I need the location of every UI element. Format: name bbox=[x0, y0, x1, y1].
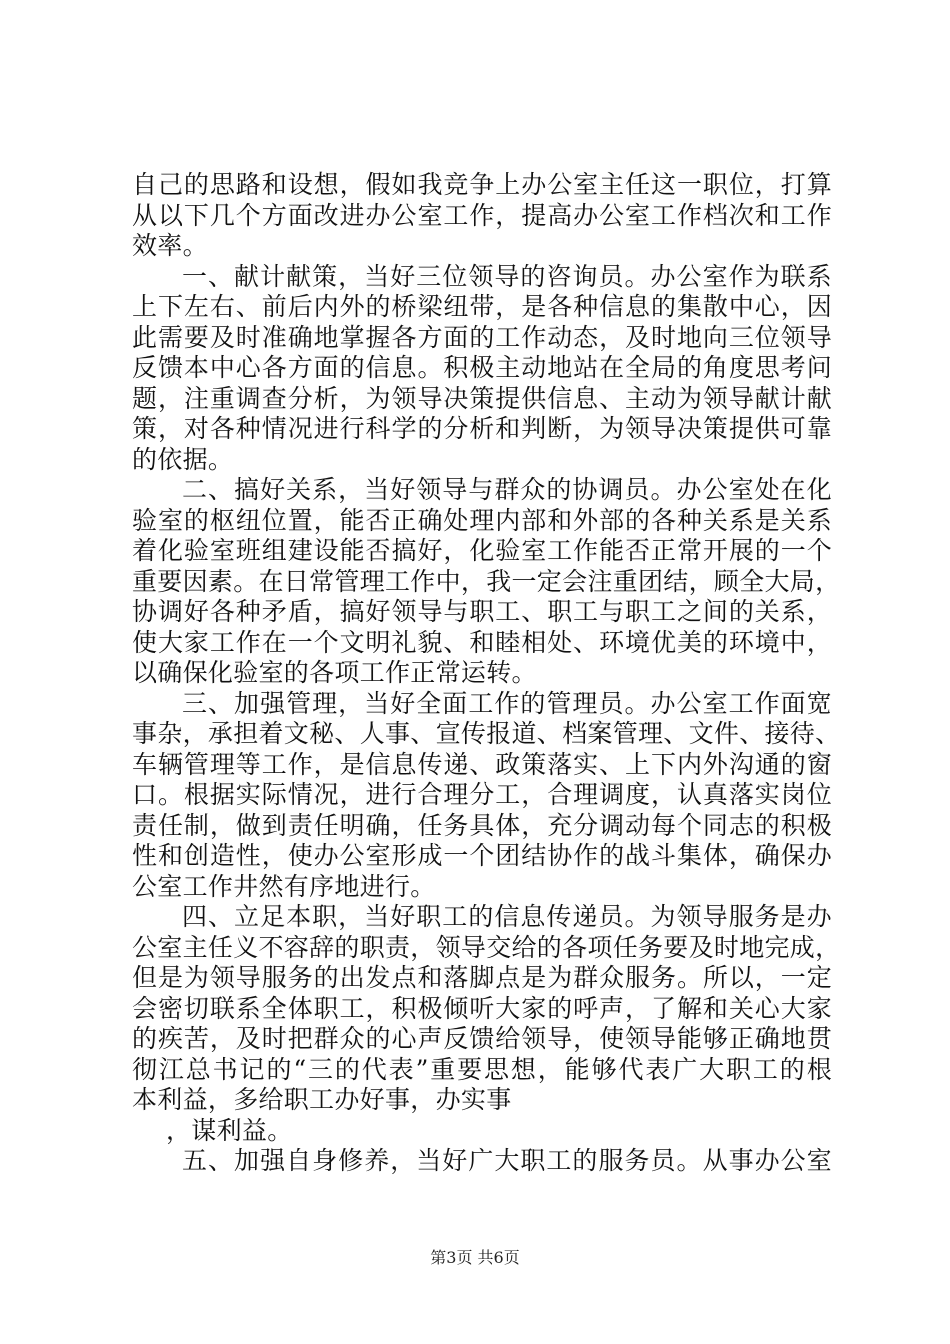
text-line: 题，注重调查分析，为领导决策提供信息、主动为领导献计献 bbox=[132, 383, 832, 413]
text-line: 此需要及时准确地掌握各方面的工作动态，及时地向三位领导 bbox=[132, 322, 832, 352]
text-line: 验室的枢纽位置，能否正确处理内部和外部的各种关系是关系 bbox=[132, 505, 832, 535]
paragraph-start-line: 五、加强自身修养，当好广大职工的服务员。从事办公室 bbox=[182, 1146, 832, 1175]
text-line: 公室工作井然有序地进行。 bbox=[132, 871, 436, 901]
text-line: 从以下几个方面改进办公室工作，提高办公室工作档次和工作 bbox=[132, 200, 832, 230]
text-line: 的依据。 bbox=[132, 444, 234, 474]
paragraph-start-line: 四、立足本职，当好职工的信息传递员。为领导服务是办 bbox=[182, 902, 832, 931]
text-line: 使大家工作在一个文明礼貌、和睦相处、环境优美的环境中， bbox=[132, 627, 832, 657]
paragraph-start-line: 三、加强管理，当好全面工作的管理员。办公室工作面宽 bbox=[182, 688, 832, 718]
text-line: 本利益，多给职工办好事，办实事 bbox=[132, 1085, 512, 1114]
text-line: 协调好各种矛盾，搞好领导与职工、职工与职工之间的关系， bbox=[132, 597, 832, 626]
text-line: 反馈本中心各方面的信息。积极主动地站在全局的角度思考问 bbox=[132, 353, 832, 382]
text-line: 会密切联系全体职工，积极倾听大家的呼声，了解和关心大家 bbox=[132, 993, 832, 1023]
text-line: 事杂，承担着文秘、人事、宣传报道、档案管理、文件、接待、 bbox=[132, 719, 841, 748]
text-line: 效率。 bbox=[132, 231, 208, 260]
text-line: 以确保化验室的各项工作正常运转。 bbox=[132, 658, 537, 687]
text-line: 策，对各种情况进行科学的分析和判断，为领导决策提供可靠 bbox=[132, 414, 832, 443]
text-line: 着化验室班组建设能否搞好，化验室工作能否正常开展的一个 bbox=[132, 536, 832, 565]
text-line: 自己的思路和设想，假如我竞争上办公室主任这一职位，打算 bbox=[132, 170, 832, 199]
paragraph-start-line: 一、献计献策，当好三位领导的咨询员。办公室作为联系 bbox=[182, 261, 832, 291]
text-line: 公室主任义不容辞的职责，领导交给的各项任务要及时地完成， bbox=[132, 932, 841, 962]
page-footer: 第3页 共6页 bbox=[430, 1248, 520, 1267]
text-line: 的疾苦，及时把群众的心声反馈给领导，使领导能够正确地贯 bbox=[132, 1024, 832, 1053]
text-line: 重要因素。在日常管理工作中，我一定会注重团结，顾全大局， bbox=[132, 566, 841, 596]
paragraph-start-line: 二、搞好关系，当好领导与群众的协调员。办公室处在化 bbox=[182, 475, 832, 504]
text-line: 口。根据实际情况，进行合理分工，合理调度，认真落实岗位 bbox=[132, 780, 832, 809]
text-line: ，谋利益。 bbox=[166, 1115, 293, 1145]
document-body bbox=[132, 170, 841, 1177]
text-line: 彻江总书记的“三的代表”重要思想，能够代表广大职工的根 bbox=[132, 1054, 832, 1084]
text-line: 车辆管理等工作，是信息传递、政策落实、上下内外沟通的窗 bbox=[132, 749, 832, 779]
text-line: 但是为领导服务的出发点和落脚点是为群众服务。所以，一定 bbox=[132, 963, 832, 992]
text-line: 责任制，做到责任明确，任务具体，充分调动每个同志的积极 bbox=[132, 810, 832, 840]
text-line: 性和创造性，使办公室形成一个团结协作的战斗集体，确保办 bbox=[132, 841, 832, 870]
text-line: 上下左右、前后内外的桥梁纽带，是各种信息的集散中心，因 bbox=[132, 292, 832, 321]
